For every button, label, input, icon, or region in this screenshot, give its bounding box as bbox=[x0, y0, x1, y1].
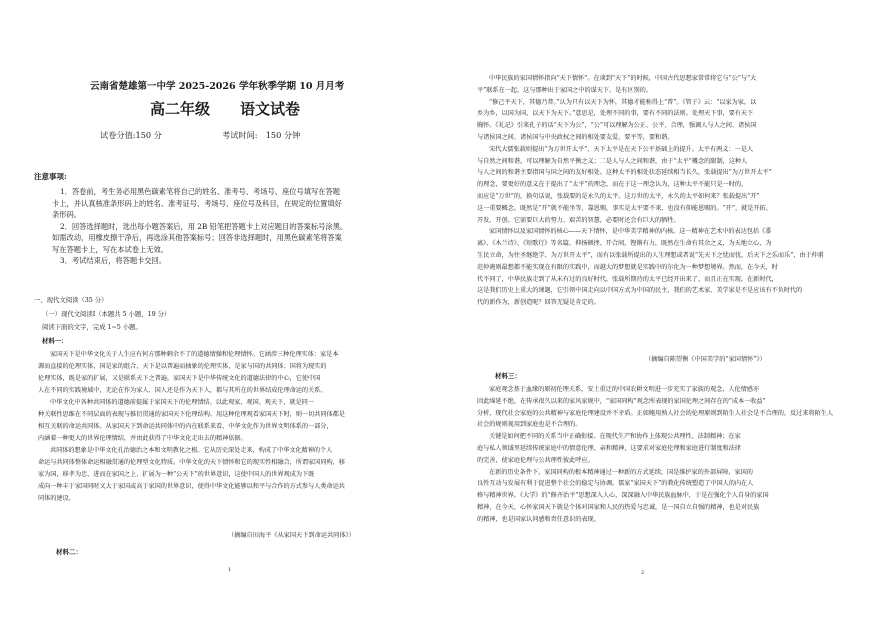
notice-line: 如需改动，用橡皮擦干净后，再选涂其他答案标号；回答非选择题时，用黑色碳素笔将答案 bbox=[52, 233, 342, 242]
score-info: 试卷分值:150 分 bbox=[100, 130, 162, 140]
notice-line: 条形码。 bbox=[52, 210, 81, 219]
text-line: 这是我们历史上重大的课题，它引领中国走向以中国方式为中国的民主，我们的艺术家、美学家是不是应该有不负时代的 bbox=[477, 287, 803, 295]
notice-line: 1．答卷前，考生务必用黑色碳素笔将自己的姓名、准考号、考场号、座位号填写在答题 bbox=[60, 187, 340, 196]
right-text-block-1 bbox=[477, 73, 857, 309]
section-headings bbox=[34, 294, 414, 348]
text-line: 家国情怀以及家国情怀的核心——天下情怀，是中华美学精神的内核。这一精神在艺术中的表达包括《黍 bbox=[489, 228, 772, 236]
notice-line: 卡上，并认真核准条形码上的姓名、准考证号、考场号、座位号及科目，在规定的位置填好 bbox=[52, 198, 342, 208]
text-line: 内涵着一种更大的世界伦理情结，并由此获得了中华文化走出去的精神依据。 bbox=[38, 435, 247, 442]
notice-line: 3．考试结束后，将答题卡交回。 bbox=[60, 256, 167, 265]
text-line: 源而直接的伦理实体，国是家的组合，天下是以普遍而抽象的伦理实体，是家与国的共同体；国将为现实的 bbox=[38, 363, 327, 370]
text-line: 与诸侯国之间、诸侯国与中央政权之间的相处要友爱、要平等，要和谐。 bbox=[477, 133, 674, 141]
source-citation-2: （摘编自陈望衡《中国美学的“家国情怀”》） bbox=[645, 356, 766, 363]
page-number: 1 bbox=[228, 567, 232, 573]
text-line: 庭与私人领域里延续传统家庭中的情意伦理、亲和精神，这要求对家庭伦理和家庭进行制度和法律 bbox=[477, 444, 741, 452]
right-text-block-2 bbox=[477, 384, 857, 526]
material2-label: 材料二： bbox=[56, 548, 82, 556]
text-line: 代不同了，中华民族走到了从未有过的良好时代。张载所期待的太平已经开出来了，而且正在实现。在新时代， bbox=[477, 275, 778, 283]
text-line: 开发、开创。它需要巨大的努力、艰苦的智慧，必要时还会有巨大的牺牲。 bbox=[477, 216, 680, 224]
text-line: 命运与共同体整体命运相融贯通的伦理型文化特质。中华文化的天下情怀和它的现实性相融合，所谓家国同构，移 bbox=[38, 459, 345, 466]
reading-instruction: 阅读下面的文字，完成 1~5 小题。 bbox=[42, 323, 142, 331]
text-line: 而应是“万世”的，换句话说，张载要的是永久的太平。这万世的太平，永久的太平如何来？张载提出“开” bbox=[477, 192, 760, 200]
text-line: 与自然之间和谐，可以理解为自然平衡之义；二是人与人之间和谐，由于“太平”概念的限制，这种人 bbox=[477, 157, 748, 165]
text-line: 精神，在今天，心怀家国天下就是个体对国家和人民的热爱与忠诚，是一国自立自强的精神，也是对民族 bbox=[477, 503, 760, 511]
text-line: 种关联性思维在不同层面的表现与推衍贯通的家国天下伦理结构。用这种伦理观看家国天下时，则一切共同体都是 bbox=[38, 411, 345, 418]
material-label: 材料一： bbox=[42, 336, 68, 345]
subsection-title: （一）现代文阅读Ⅰ（本题共 5 小题，19 分） bbox=[42, 309, 171, 318]
text-line: 范仲淹则最想都不能实现在有限的实践中，而越大的梦想就是实践中的尔化为一种梦想境界。然而，在今天，时 bbox=[477, 263, 778, 271]
source-citation-1: （摘编自田海平《从家国天下到命运共同体》） bbox=[228, 532, 355, 539]
text-line: 在新的历史条件下，家国同构的根本精神通过一种新的方式延续，国是维护家的外部屏障，家国的 bbox=[489, 468, 753, 476]
section-title: 一、现代文阅读（35 分） bbox=[34, 296, 108, 304]
exam-subtitle: 高二年级 语文试卷 bbox=[150, 100, 301, 118]
text-line: 关键是如何把不同的关系当中正确衔接。在现代生产和协作上体现公共理性、法制精神；在家 bbox=[489, 433, 741, 441]
text-line: 离》、《木兰诗》、《短歌行》等名篇，抑扬顿挫、开合间，铿锵有力，既然在生命有其余之义，为天地立心、为 bbox=[477, 240, 772, 248]
text-line: 分析，现代社会家庭的公共精神与家庭伦理建设并不矛盾。正如鲍用熟人社会的伦理原则到陌生人社会是不合理的，反过来将陌生人 bbox=[477, 409, 833, 417]
exam-title-line: 云南省楚雄第一中学 2025-2026 学年秋季学期 10 月月考 bbox=[90, 81, 345, 92]
text-line: 相互关联的命运共同体。从家国天下到命运共同体中的内在联系来看，中华文化作为世界文明体系的一部分， bbox=[38, 423, 333, 430]
notice-line: 写在答题卡上，写在本试卷上无效。 bbox=[52, 244, 168, 254]
text-line: 家庭观念基于血缘的原初伦理关系，安土重迁的中国农耕文明进一步充实了家族的观念，人伦情感亦 bbox=[489, 386, 760, 393]
text-line: 成向一种丰于家国同时又大于家国或高于家国的世界意识，使得中华文化能够以和平与合作的方式参与人类命运共 bbox=[38, 483, 345, 490]
right-page bbox=[435, 0, 870, 636]
text-line: 格与精神世界，《大学》的“修齐治平”思想深入人心，深深融入中华民族血脉中，于是在强化个人自身的家国 bbox=[477, 492, 769, 500]
notice-line: 2．回答选择题时，选出每小题答案后，用 2B 铅笔把答题卡上对应题目的答案标号涂黑。 bbox=[60, 221, 348, 231]
text-line: 人在不同的实践境域中，无论在作为家人、国人还是作为天下人，都与其所在的世界结成伦理命运的关系。 bbox=[38, 387, 327, 394]
text-line: 这一重要概念。既然是“开”就不能坐等、靠恩赐，事实是太平要不来，也没有仰能恩赐的。“开”，就是开拓、 bbox=[477, 204, 772, 212]
text-line: 平”联系在一起，这与那种出于家国之中的谋天下、是有区别的。 bbox=[477, 86, 652, 94]
text-line: 因此绵延不绝，在传承很久以来的家风家规中，“家国同构”观念所表现的家国伦理之间存在的“成本一收益” bbox=[477, 397, 766, 405]
text-line: 共同体的想象是中华文化孔治德治之本和文明教化之根。它从历史深处走来，构成了中华文化精神的个人 bbox=[50, 447, 333, 454]
text-line: “修己平天下，其德乃普。”认为只有以天下为怀，其德才能称得上“普”。《管子》云：“以家为家，以 bbox=[489, 98, 757, 106]
time-info: 考试时间: 150 分钟 bbox=[222, 130, 301, 140]
notice-heading: 注意事项: bbox=[34, 172, 67, 181]
text-line: 的精神，也是国家认同感和责任意识的表现。 bbox=[477, 515, 600, 523]
text-line: 宋代大儒张载则提出“为万世开太平”，天下太平是在天下公平基础上的提升。太平有两义：一是人 bbox=[489, 145, 753, 153]
text-line: 代的新作为，新创造呢？回答无疑是肯定的。 bbox=[477, 299, 600, 307]
text-line: 社会的规则视用到家庭也是不合理的。 bbox=[477, 421, 582, 429]
text-line: 良性互动与发展有利于促进整个社会的稳定与协调。儒家“家国天下”的教化传统塑造了中国人的内在人 bbox=[477, 480, 754, 488]
text-line: 中华文化中各种共同体的道德前提属于家国天下的伦理情结。以此观家、观国、观天下，就是同一 bbox=[50, 399, 314, 406]
text-line: 家为国，移孝为忠，进而在家国之上，扩展为一种“公天下”的世界意识，这使中国人的世界观成为下既 bbox=[38, 471, 315, 478]
text-line: 伦理实体，既是家的扩展，又是联系天下之普遍。家国天下是中华传统文化的道德法律的中心，它使中国 bbox=[38, 375, 321, 382]
text-line: 生民立命，为往圣继绝学、为万世开太平”，而有以张载所提出的人生理想或者说“先天下之忧而忧，后天下之乐而乐”，由于仲甫 bbox=[477, 251, 824, 259]
text-line: 的完善，使家庭伦理与公共理性彼此呼应。 bbox=[477, 456, 594, 464]
text-line: 的理念，要更好的意义在于提出了“太平”的理念，而在于这一理念认为，这种太平不能只是一时的， bbox=[477, 181, 748, 189]
notice-items bbox=[52, 186, 422, 267]
text-line: 中华民族的家国情怀指向“天下情怀”。在谈到“天下”的时候，中国古代思想家常常将它与“公”与“大 bbox=[489, 75, 757, 82]
text-line: 家国天下是中华文化关于人生应有何方那种剩余不了的道德情操和伦理情怀。它涵涉三种伦理实体：家是本 bbox=[50, 351, 339, 358]
text-line: 乡为乡，以国为国，以天下为天下。”意思是，处理不同的事，要有不同的法则。处理天下事，要有天下 bbox=[477, 110, 754, 118]
material1-text bbox=[38, 349, 422, 505]
text-line: 与人之间的和谐主要指国与国之间的友好相处。这种太平的相处状态延续相当长久，张载提出“为万世开太平” bbox=[477, 169, 772, 177]
material3-label: 材料三： bbox=[495, 372, 521, 380]
text-line: 胸怀。《礼记》引来孔子的话“天下为公”，“公”可以理解为公正、公平、合理，强调人与人之间、诸侯国 bbox=[477, 122, 757, 130]
text-line: 同体的建设。 bbox=[38, 495, 75, 502]
page-number: 2 bbox=[641, 570, 645, 576]
